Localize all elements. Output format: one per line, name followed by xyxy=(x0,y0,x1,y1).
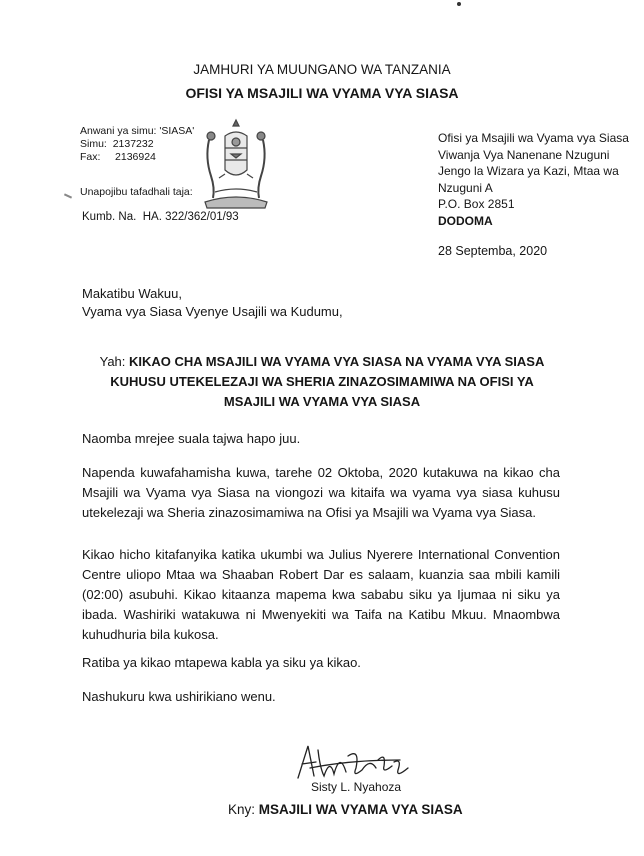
phone-label: Simu: xyxy=(80,138,107,150)
fax-label: Fax: xyxy=(80,151,101,163)
scan-mark xyxy=(64,193,72,198)
addressee-block xyxy=(82,285,343,321)
body-paragraph-3: Kikao hicho kitafanyika katika ukumbi wa Julius Nyerere International Convention Centre uliopo Mtaa wa Shaaban Robert Dar es salaam, kuanzia saa mbili kamili (02:00) asubuhi. Kikao kitaanza mapema kwa sababu siku ya Ijumaa ni siku ya ibada. Washiriki watakuwa ni Mwenyekiti wa Taifa na Katibu Mkuu. Mnaombwa kuhudhuria bila kukosa. xyxy=(82,547,560,642)
subject-prefix: Yah: xyxy=(99,354,126,369)
address-line-2: Viwanja Vya Nanenane Nzuguni xyxy=(438,147,610,162)
subject-line-2: KUHUSU UTEKELEZAJI WA SHERIA ZINAZOSIMAMIWA NA OFISI YA xyxy=(110,374,534,389)
signatory-title-text: MSAJILI WA VYAMA VYA SIASA xyxy=(258,802,463,817)
addressee-line-1: Makatibu Wakuu, xyxy=(82,286,182,301)
subject-line-3: MSAJILI WA VYAMA VYA SIASA xyxy=(223,394,421,409)
body-paragraph-4: Ratiba ya kikao mtapewa kabla ya siku ya kikao. xyxy=(82,655,361,670)
coat-of-arms-emblem xyxy=(195,118,277,210)
office-heading: OFISI YA MSAJILI WA VYAMA VYA SIASA xyxy=(185,85,459,101)
body-paragraph-5: Nashukuru kwa ushirikiano wenu. xyxy=(82,689,276,704)
phone-row xyxy=(80,138,194,151)
body-paragraph-1: Naomba mrejee suala tajwa hapo juu. xyxy=(82,431,301,446)
left-contact-block xyxy=(80,125,194,199)
subject-line-1 xyxy=(0,352,644,372)
telegram-address: Anwani ya simu: 'SIASA' xyxy=(80,125,195,137)
scan-speck xyxy=(457,2,461,6)
body-paragraph-2: Napenda kuwafahamisha kuwa, tarehe 02 Oktoba, 2020 kutakuwa na kikao cha Msajili wa Vyama vya Siasa na viongozi wa kitaifa wa vyama vya siasa kuhusu utekelezaji wa Sheria zinazosimamiwa na Ofisi ya Msajili wa Vyama vya Siasa. xyxy=(82,465,560,520)
addressee-line-2: Vyama vya Siasa Vyenye Usajili wa Kudumu, xyxy=(82,304,343,319)
letter-date: 28 Septemba, 2020 xyxy=(438,244,548,258)
fax-number: 2136924 xyxy=(115,151,156,163)
signatory-name: Sisty L. Nyahoza xyxy=(311,780,402,794)
fax-row xyxy=(80,151,194,164)
address-city: DODOMA xyxy=(438,213,493,228)
address-line-1: Ofisi ya Msajili wa Vyama vya Siasa xyxy=(438,131,629,145)
sender-address-block xyxy=(438,130,629,229)
address-line-3: Jengo la Wizara ya Kazi, Mtaa wa xyxy=(438,164,619,178)
signatory-title-prefix: Kny: xyxy=(228,802,256,817)
address-line-5: P.O. Box 2851 xyxy=(438,197,515,211)
phone-number: 2137232 xyxy=(112,138,154,150)
reference-number: Kumb. Na. HA. 322/362/01/93 xyxy=(82,211,239,223)
subject-block xyxy=(0,352,644,412)
subject-line-1-text: KIKAO CHA MSAJILI WA VYAMA VYA SIASA NA VYAMA VYA SIASA xyxy=(129,354,545,369)
country-heading: JAMHURI YA MUUNGANO WA TANZANIA xyxy=(193,62,451,77)
reply-note: Unapojibu tafadhali taja: xyxy=(80,186,193,198)
signatory-title xyxy=(228,802,463,817)
address-line-4: Nzuguni A xyxy=(438,180,493,195)
